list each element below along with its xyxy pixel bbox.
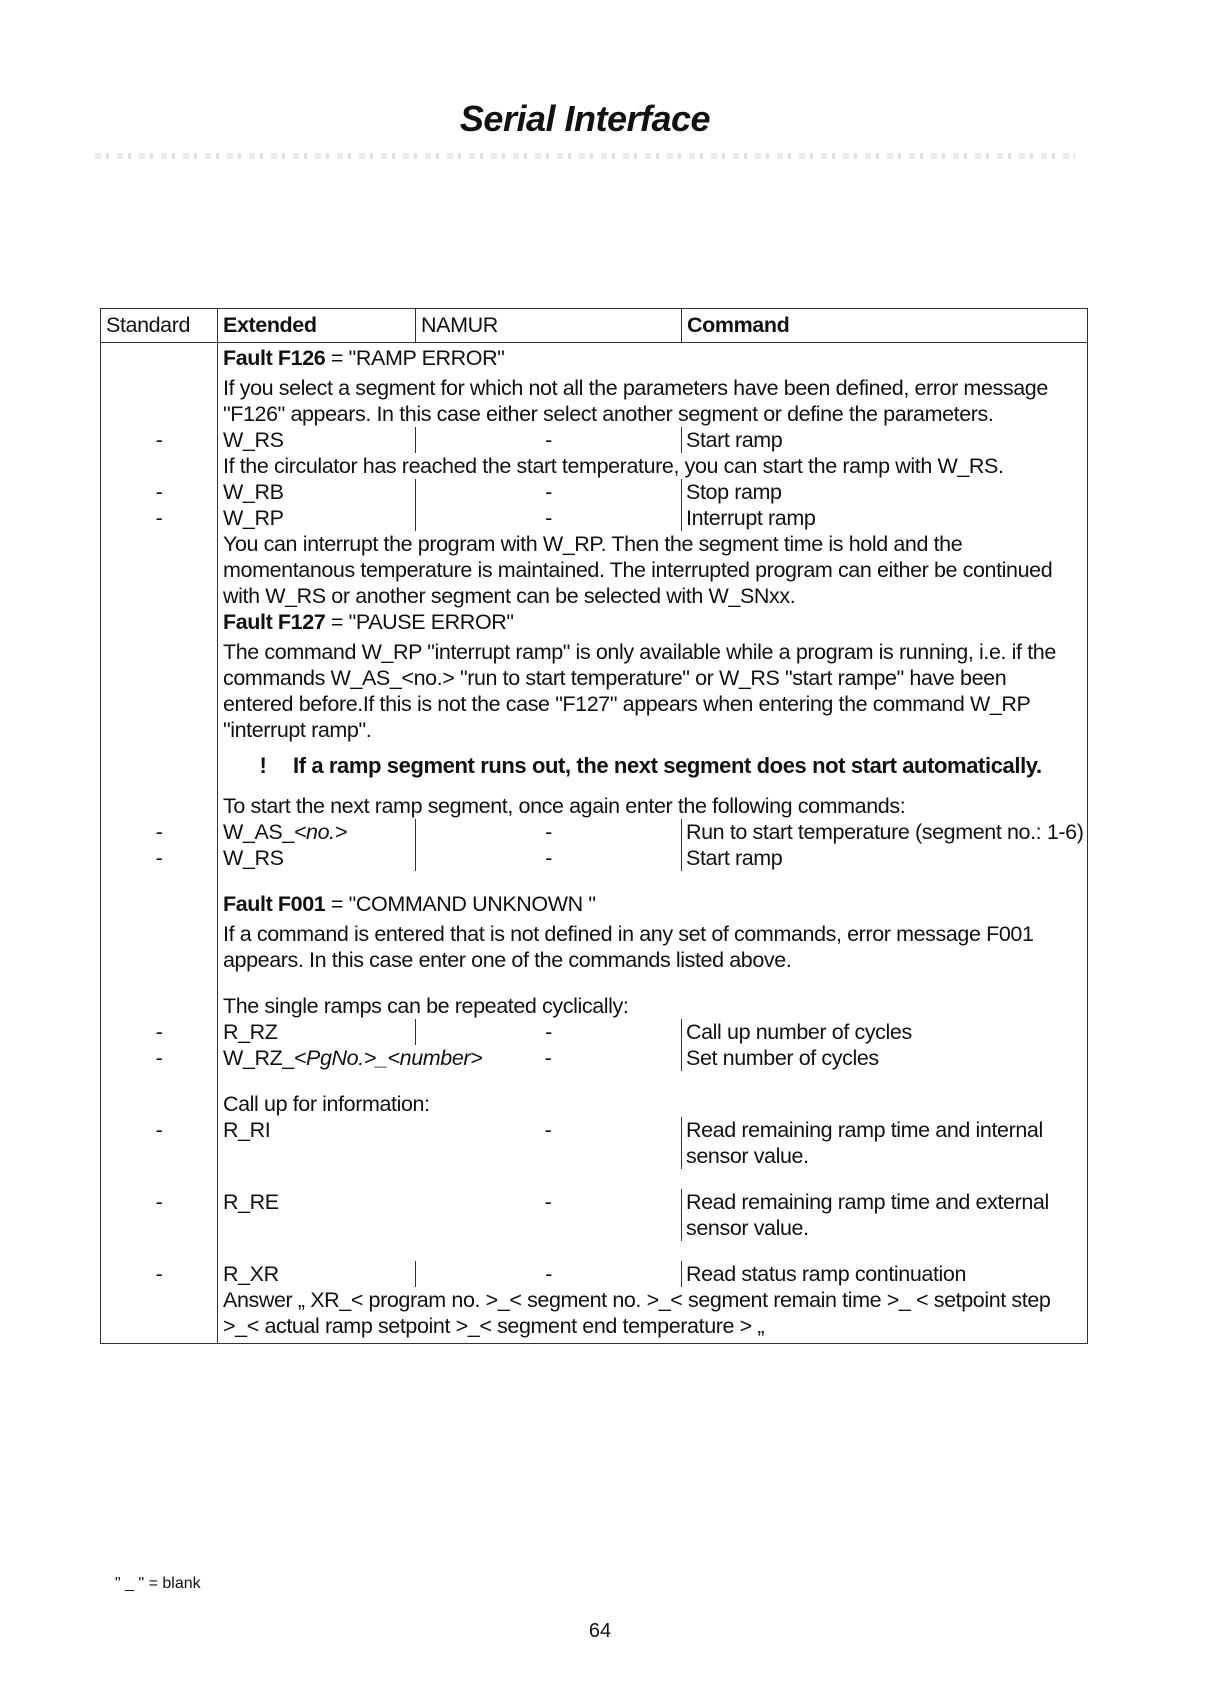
namur-value: - [544, 1046, 552, 1070]
standard-cell [101, 993, 217, 1019]
extended-command [217, 1189, 415, 1241]
paragraph-text: Answer „ XR_< program no. >_< segment no. >_< segment remain time >_ < setpoint step >_< actual ramp setpoint >_< segment end temperature > „ [223, 1288, 1051, 1338]
command-row [101, 505, 1087, 531]
important-note [217, 753, 1087, 779]
fault-name: = "COMMAND UNKNOWN " [325, 892, 596, 916]
command-description: Read remaining ramp time and internal sensor value. [681, 1117, 1087, 1169]
extended-command [217, 505, 415, 531]
namur-value: - [415, 427, 681, 453]
standard-cell [101, 921, 217, 973]
command-code: R_RZ [223, 1020, 278, 1044]
paragraph-text: Call up for information: [223, 1092, 430, 1116]
standard-value: - [155, 1118, 163, 1142]
extended-command [217, 845, 415, 871]
paragraph-row [101, 993, 1087, 1019]
standard-value: - [155, 1190, 163, 1214]
standard-value: - [155, 428, 163, 452]
command-row [101, 479, 1087, 505]
standard-cell [101, 1287, 217, 1339]
extended-command [217, 1117, 415, 1169]
command-argument: <PgNo.>_<number> [293, 1046, 483, 1070]
standard-value: - [155, 506, 163, 530]
command-description: Interrupt ramp [681, 505, 1087, 531]
standard-cell [101, 531, 217, 609]
command-description: Read status ramp continuation [681, 1261, 1087, 1287]
extended-command [217, 1261, 415, 1287]
namur-value: - [415, 845, 681, 871]
command-code: W_RS [223, 428, 284, 452]
namur-value: - [415, 479, 681, 505]
standard-cell [101, 1091, 217, 1117]
standard-cell [101, 793, 217, 819]
header-extended: Extended [217, 309, 415, 342]
standard-cell [101, 375, 217, 427]
standard-value: - [155, 1262, 163, 1286]
extended-command [217, 427, 415, 453]
paragraph-text: If you select a segment for which not all the parameters have been defined, error message "F126" appears. In this case either select another segment or define the parameters. [223, 376, 1048, 426]
command-row [101, 1189, 1087, 1241]
standard-value: - [155, 820, 163, 844]
exclamation-icon: ! [259, 753, 267, 778]
standard-cell [101, 609, 217, 635]
command-row [101, 1019, 1087, 1045]
fault-heading [217, 345, 1087, 371]
namur-value: - [415, 505, 681, 531]
fault-code: Fault F001 [223, 892, 326, 916]
command-row [101, 845, 1087, 871]
namur-value: - [415, 1019, 681, 1045]
command-code: W_RZ_ [223, 1046, 294, 1070]
standard-cell [101, 891, 217, 917]
standard-value: - [155, 1046, 163, 1070]
command-row [101, 1045, 1087, 1071]
extended-command [217, 819, 415, 845]
paragraph-text: The command W_RP "interrupt ramp" is only available while a program is running, i.e. if the commands W_AS_<no.> "run to start temperature" or W_RS "start rampe" have been entered before.If this is not the case "F127" appears when entering the command W_RP "interrupt ramp". [223, 640, 1056, 742]
command-argument: <no.> [293, 820, 347, 844]
fault-code: Fault F127 [223, 610, 326, 634]
command-code: W_RP [223, 506, 284, 530]
paragraph-row [101, 375, 1087, 427]
paragraph-row [101, 531, 1087, 609]
paragraph-text: You can interrupt the program with W_RP. Then the segment time is hold and the momentanous temperature is maintained. The interrupted program can either be continued with W_RS or another segment can be selected with W_SNxx. [223, 532, 1053, 608]
standard-value: - [155, 1020, 163, 1044]
paragraph-row [101, 921, 1087, 973]
paragraph-text: The single ramps can be repeated cyclically: [223, 994, 629, 1018]
command-code: R_XR [223, 1262, 279, 1286]
page-title: Serial Interface [459, 98, 711, 139]
namur-value: - [544, 1118, 552, 1142]
standard-cell [101, 743, 217, 793]
namur-value: - [544, 1190, 552, 1214]
standard-cell [101, 639, 217, 743]
standard-cell [101, 345, 217, 371]
command-description: Stop ramp [681, 479, 1087, 505]
command-row [101, 427, 1087, 453]
command-description: Call up number of cycles [681, 1019, 1087, 1045]
header-standard: Standard [106, 313, 191, 337]
command-description: Start ramp [681, 427, 1087, 453]
paragraph-text: If the circulator has reached the start temperature, you can start the ramp with W_RS. [223, 454, 1004, 478]
command-row [101, 819, 1087, 845]
namur-value: - [415, 1261, 681, 1287]
header-namur: NAMUR [415, 309, 681, 342]
command-row [101, 1261, 1087, 1287]
page-number: 64 [588, 1620, 612, 1642]
fault-heading-row [101, 345, 1087, 371]
command-code: R_RE [223, 1190, 279, 1214]
command-table [100, 308, 1088, 1344]
namur-value: - [415, 819, 681, 845]
note-row [101, 743, 1087, 793]
paragraph-row [101, 639, 1087, 743]
paragraph-row [101, 793, 1087, 819]
standard-cell [101, 453, 217, 479]
command-row [101, 1117, 1087, 1169]
standard-value: - [155, 846, 163, 870]
paragraph-text: If a command is entered that is not defined in any set of commands, error message F001 appears. In this case enter one of the commands listed above. [223, 922, 1034, 972]
paragraph-text: To start the next ramp segment, once again enter the following commands: [223, 794, 906, 818]
header-command: Command [681, 309, 1087, 342]
command-description: Run to start temperature (segment no.: 1-6) [681, 819, 1087, 845]
paragraph-row [101, 1091, 1087, 1117]
scan-artifact [95, 153, 1075, 159]
fault-code: Fault F126 [223, 346, 326, 370]
extended-command [217, 1019, 415, 1045]
footnote: " _ " = blank [115, 1575, 201, 1592]
table-body [101, 343, 1087, 1343]
table-header [101, 309, 1087, 343]
standard-value: - [155, 480, 163, 504]
fault-heading-row [101, 891, 1087, 917]
paragraph-row [101, 453, 1087, 479]
fault-heading [217, 891, 1087, 917]
extended-command [217, 1045, 483, 1071]
note-text: If a ramp segment runs out, the next segment does not start automatically. [293, 753, 1042, 778]
fault-name: = "RAMP ERROR" [325, 346, 505, 370]
fault-heading [217, 609, 1087, 635]
command-description: Set number of cycles [681, 1045, 1087, 1071]
command-description: Read remaining ramp time and external sensor value. [681, 1189, 1087, 1241]
fault-name: = "PAUSE ERROR" [325, 610, 514, 634]
command-code: W_RS [223, 846, 284, 870]
command-code: W_RB [223, 480, 284, 504]
command-code: R_RI [223, 1118, 271, 1142]
command-code: W_AS_ [223, 820, 294, 844]
fault-heading-row [101, 609, 1087, 635]
command-description: Start ramp [681, 845, 1087, 871]
extended-command [217, 479, 415, 505]
paragraph-row [101, 1287, 1087, 1339]
